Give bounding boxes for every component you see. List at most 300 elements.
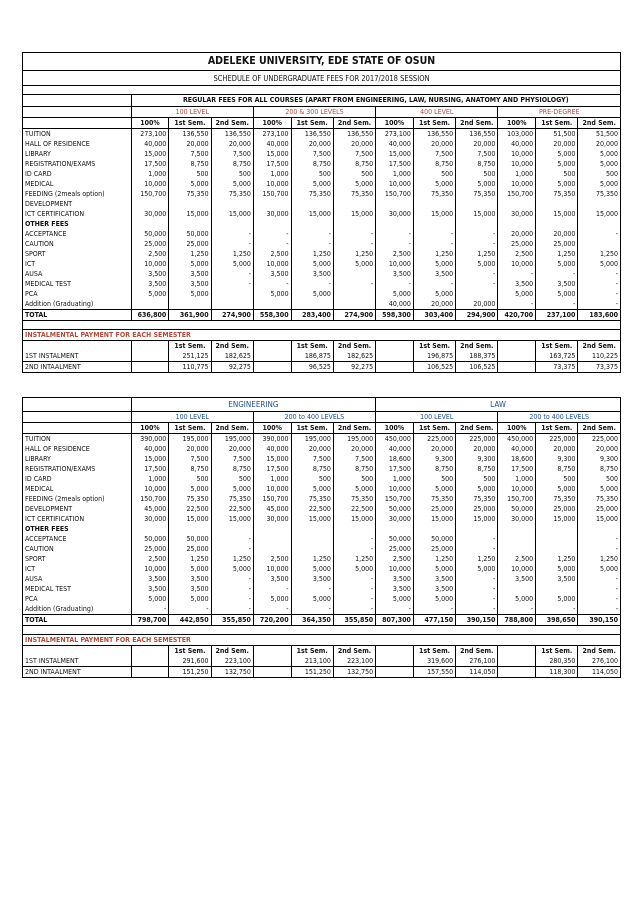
blank-cell: [376, 351, 414, 362]
instalment-header: 1st Sem.: [169, 646, 211, 657]
fee-value: 1,250: [456, 249, 498, 259]
instalment-value: 96,525: [291, 362, 333, 373]
fee-value: 1,000: [498, 474, 536, 484]
fee-row: [23, 289, 621, 299]
column-header: 2nd Sem.: [333, 118, 375, 129]
fee-value: 25,000: [131, 239, 169, 249]
blank-cell: [376, 362, 414, 373]
fee-value: -: [291, 239, 333, 249]
fee-value: 5,000: [291, 179, 333, 189]
fee-value: 75,350: [333, 189, 375, 199]
fee-row: [23, 189, 621, 199]
fee-value: 7,500: [211, 454, 253, 464]
fee-value: 10,000: [498, 159, 536, 169]
fee-value: 8,750: [211, 159, 253, 169]
total-row: [23, 310, 621, 321]
fee-value: -: [578, 289, 621, 299]
fee-value: 150,700: [253, 189, 291, 199]
fee-value: 3,500: [376, 574, 414, 584]
fee-row: [23, 229, 621, 239]
fee-value: 75,350: [291, 189, 333, 199]
fee-value: 5,000: [376, 289, 414, 299]
fee-value: -: [413, 604, 455, 615]
fee-value: 20,000: [169, 139, 211, 149]
fee-value: 1,250: [211, 554, 253, 564]
blank-cell: [498, 219, 536, 229]
fee-value: 20,000: [456, 299, 498, 310]
fee-row: [23, 239, 621, 249]
instalment-header: 1st Sem.: [291, 646, 333, 657]
instalment-header: 2nd Sem.: [578, 341, 621, 352]
fee-value: -: [131, 604, 169, 615]
fee-value: 1,250: [413, 554, 455, 564]
fee-value: 150,700: [131, 189, 169, 199]
fee-value: 5,000: [578, 149, 621, 159]
fee-value: 273,100: [253, 129, 291, 140]
fee-value: 9,300: [536, 454, 578, 464]
fee-value: [333, 299, 375, 310]
fee-value: 25,000: [456, 504, 498, 514]
fee-value: 10,000: [498, 484, 536, 494]
instalment-label: 2ND INTAALMENT: [23, 667, 132, 678]
fee-value: 20,000: [333, 444, 375, 454]
total-value: 283,400: [291, 310, 333, 321]
blank-cell: [456, 524, 498, 534]
fee-value: 7,500: [211, 149, 253, 159]
total-value: 420,700: [498, 310, 536, 321]
fee-value: -: [333, 279, 375, 289]
instalment-title: INSTALMENTAL PAYMENT FOR EACH SEMESTER: [23, 635, 621, 646]
fee-value: 30,000: [498, 514, 536, 524]
fee-value: 150,700: [376, 189, 414, 199]
fee-value: -: [413, 229, 455, 239]
fee-value: 75,350: [333, 494, 375, 504]
total-value: 477,150: [413, 615, 455, 626]
fee-value: -: [333, 229, 375, 239]
fee-value: 7,500: [169, 454, 211, 464]
fee-value: -: [211, 239, 253, 249]
fee-value: 51,500: [536, 129, 578, 140]
fee-value: 15,000: [376, 149, 414, 159]
fee-value: 225,000: [536, 434, 578, 445]
fee-value: -: [578, 574, 621, 584]
fee-value: 195,000: [333, 434, 375, 445]
fee-value: -: [578, 604, 621, 615]
total-value: 183,600: [578, 310, 621, 321]
fee-value: 10,000: [498, 259, 536, 269]
fee-value: 40,000: [253, 139, 291, 149]
fee-value: 5,000: [211, 484, 253, 494]
fee-value: 15,000: [578, 209, 621, 219]
fee-value: [536, 199, 578, 209]
total-value: 274,900: [333, 310, 375, 321]
total-value: 398,650: [536, 615, 578, 626]
fee-value: 1,000: [253, 169, 291, 179]
blank-cell: [498, 667, 536, 678]
fee-value: 75,350: [169, 189, 211, 199]
fee-value: 40,000: [131, 444, 169, 454]
fee-label: PCA: [23, 594, 132, 604]
fee-value: 273,100: [131, 129, 169, 140]
column-header: 1st Sem.: [291, 423, 333, 434]
fee-value: -: [291, 584, 333, 594]
fee-value: [291, 299, 333, 310]
blank-cell: [253, 362, 291, 373]
instalment-label: 1ST INSTALMENT: [23, 351, 132, 362]
fee-value: 15,000: [578, 514, 621, 524]
fee-value: 390,000: [131, 434, 169, 445]
blank-cell: [498, 524, 536, 534]
level-group-label: 200 & 300 LEVELS: [253, 107, 375, 118]
fee-value: 8,750: [333, 159, 375, 169]
fee-value: 2,500: [498, 554, 536, 564]
fee-value: [498, 544, 536, 554]
blank-cell: [23, 626, 621, 635]
fee-value: 3,500: [169, 279, 211, 289]
total-value: 798,700: [131, 615, 169, 626]
fee-value: 30,000: [376, 209, 414, 219]
fee-value: 150,700: [498, 189, 536, 199]
fee-value: 500: [413, 169, 455, 179]
instalment-value: 251,125: [169, 351, 211, 362]
instalment-value: 73,375: [578, 362, 621, 373]
fee-label: FEEDING (2meals option): [23, 494, 132, 504]
fee-value: 1,250: [169, 249, 211, 259]
fee-value: 1,000: [253, 474, 291, 484]
fee-value: 1,250: [291, 249, 333, 259]
fee-value: 75,350: [211, 189, 253, 199]
fee-value: 10,000: [498, 564, 536, 574]
fee-value: 450,000: [376, 434, 414, 445]
fee-value: 2,500: [131, 554, 169, 564]
fee-value: 5,000: [333, 259, 375, 269]
blank-cell: [211, 524, 253, 534]
blank-cell: [23, 107, 132, 118]
blank-cell: [253, 341, 291, 352]
fee-label: REGISTRATION/EXAMS: [23, 159, 132, 169]
fee-label: ICT CERTIFICATION: [23, 209, 132, 219]
fee-value: 20,000: [498, 229, 536, 239]
fee-row: [23, 494, 621, 504]
fee-label: MEDICAL: [23, 484, 132, 494]
fee-value: 40,000: [253, 444, 291, 454]
blank-cell: [253, 351, 291, 362]
fee-row: [23, 209, 621, 219]
fee-value: 15,000: [456, 514, 498, 524]
blank-cell: [131, 646, 169, 657]
fee-value: 10,000: [376, 259, 414, 269]
fee-value: 30,000: [253, 209, 291, 219]
fee-row: [23, 514, 621, 524]
fee-value: 2,500: [498, 249, 536, 259]
fee-label: LIBRARY: [23, 454, 132, 464]
fee-value: 1,250: [578, 554, 621, 564]
fee-value: [253, 199, 291, 209]
blank-cell: [376, 219, 414, 229]
fee-value: 500: [211, 474, 253, 484]
fee-value: 17,500: [131, 464, 169, 474]
fee-value: [169, 299, 211, 310]
fee-value: -: [253, 279, 291, 289]
fee-value: 3,500: [291, 574, 333, 584]
column-header: 100%: [131, 423, 169, 434]
level-group-row: [23, 107, 621, 118]
blank-cell: [253, 656, 291, 667]
fee-value: 7,500: [456, 149, 498, 159]
blank-cell: [131, 667, 169, 678]
fee-value: 40,000: [498, 139, 536, 149]
fee-value: 5,000: [578, 159, 621, 169]
fee-value: -: [578, 269, 621, 279]
fee-value: 10,000: [253, 179, 291, 189]
fee-value: 1,250: [536, 554, 578, 564]
instalment-header: 2nd Sem.: [333, 646, 375, 657]
fee-value: 225,000: [456, 434, 498, 445]
fee-value: 17,500: [376, 464, 414, 474]
fee-value: 50,000: [131, 534, 169, 544]
fee-value: 8,750: [291, 464, 333, 474]
instalment-title: INSTALMENTAL PAYMENT FOR EACH SEMESTER: [23, 330, 621, 341]
fee-value: [333, 289, 375, 299]
fee-value: 7,500: [333, 149, 375, 159]
fee-value: 15,000: [413, 514, 455, 524]
fee-value: -: [578, 584, 621, 594]
fee-value: 136,550: [413, 129, 455, 140]
fee-row: [23, 544, 621, 554]
fee-value: 51,500: [578, 129, 621, 140]
fee-value: 225,000: [413, 434, 455, 445]
fee-value: [498, 534, 536, 544]
fee-value: 8,750: [413, 464, 455, 474]
fee-value: 3,500: [169, 574, 211, 584]
fee-value: 3,500: [291, 269, 333, 279]
fee-label: TUITION: [23, 434, 132, 445]
blank-row: [23, 86, 621, 95]
fee-value: -: [536, 269, 578, 279]
fee-value: 103,000: [498, 129, 536, 140]
fee-value: -: [498, 269, 536, 279]
fee-value: -: [333, 534, 375, 544]
blank-cell: [333, 219, 375, 229]
fee-row: [23, 279, 621, 289]
instalment-header: 1st Sem.: [536, 341, 578, 352]
instalment-row: [23, 351, 621, 362]
fee-value: -: [413, 239, 455, 249]
fee-label: Addition (Graduating): [23, 299, 132, 310]
fee-value: 150,700: [498, 494, 536, 504]
instalment-value: 186,875: [291, 351, 333, 362]
blank-cell: [376, 646, 414, 657]
fee-value: 5,000: [291, 484, 333, 494]
fee-value: 10,000: [253, 564, 291, 574]
total-value: 274,900: [211, 310, 253, 321]
fee-row: [23, 199, 621, 209]
blank-cell: [211, 219, 253, 229]
fee-value: [333, 269, 375, 279]
fee-value: 5,000: [456, 484, 498, 494]
blank-cell: [23, 86, 621, 95]
instalment-value: 276,100: [578, 656, 621, 667]
fee-value: [536, 584, 578, 594]
fee-value: 5,000: [169, 179, 211, 189]
fee-value: 150,700: [131, 494, 169, 504]
blank-cell: [498, 362, 536, 373]
fee-value: 75,350: [536, 494, 578, 504]
fee-value: 5,000: [291, 289, 333, 299]
fee-value: 15,000: [211, 514, 253, 524]
fee-value: 8,750: [456, 159, 498, 169]
fee-value: 10,000: [131, 484, 169, 494]
instalment-value: 114,050: [456, 667, 498, 678]
fee-value: -: [211, 604, 253, 615]
faculty-heading-row: [23, 398, 621, 412]
fee-value: 7,500: [413, 149, 455, 159]
fee-value: 30,000: [376, 514, 414, 524]
fee-value: 18,600: [498, 454, 536, 464]
fee-value: 195,000: [291, 434, 333, 445]
blank-cell: [578, 219, 621, 229]
fee-row: [23, 474, 621, 484]
fee-value: 3,500: [498, 574, 536, 584]
fee-value: 1,250: [536, 249, 578, 259]
fee-value: [211, 289, 253, 299]
total-value: 442,850: [169, 615, 211, 626]
fee-value: 20,000: [291, 139, 333, 149]
fee-value: 5,000: [333, 484, 375, 494]
fee-value: 8,750: [413, 159, 455, 169]
other-fees-row: [23, 219, 621, 229]
fee-value: 500: [333, 169, 375, 179]
instalment-row: [23, 656, 621, 667]
fee-value: 1,250: [211, 249, 253, 259]
fee-value: [291, 199, 333, 209]
blank-cell: [456, 219, 498, 229]
instalment-value: 92,275: [333, 362, 375, 373]
fee-value: -: [291, 229, 333, 239]
fee-value: 30,000: [253, 514, 291, 524]
fee-value: 50,000: [169, 534, 211, 544]
fee-value: -: [578, 299, 621, 310]
fee-row: [23, 534, 621, 544]
fee-value: [498, 584, 536, 594]
fee-value: -: [211, 269, 253, 279]
total-value: 294,900: [456, 310, 498, 321]
fee-value: 25,000: [413, 544, 455, 554]
fee-value: 22,500: [291, 504, 333, 514]
fee-label: MEDICAL TEST: [23, 279, 132, 289]
fee-value: [131, 199, 169, 209]
fee-value: 5,000: [536, 484, 578, 494]
fee-row: [23, 159, 621, 169]
fee-value: 3,500: [376, 584, 414, 594]
fee-value: 500: [456, 169, 498, 179]
fee-value: 20,000: [211, 444, 253, 454]
fee-label: MEDICAL TEST: [23, 584, 132, 594]
fee-row: [23, 484, 621, 494]
fee-value: 3,500: [131, 584, 169, 594]
fee-value: 20,000: [536, 139, 578, 149]
fee-value: -: [376, 279, 414, 289]
fee-row: [23, 444, 621, 454]
column-header: 1st Sem.: [169, 118, 211, 129]
fee-label: CAUTION: [23, 239, 132, 249]
blank-cell: [253, 667, 291, 678]
blank-cell: [131, 219, 169, 229]
fee-value: [413, 199, 455, 209]
fee-value: 15,000: [413, 209, 455, 219]
section-gap: [23, 373, 621, 398]
fee-value: -: [333, 544, 375, 554]
fee-value: 3,500: [169, 584, 211, 594]
total-value: 361,900: [169, 310, 211, 321]
fee-value: -: [456, 574, 498, 584]
fee-value: 5,000: [498, 289, 536, 299]
fee-value: 17,500: [498, 464, 536, 474]
fee-value: 20,000: [291, 444, 333, 454]
fee-value: [291, 534, 333, 544]
fee-value: -: [578, 534, 621, 544]
fee-value: 1,250: [291, 554, 333, 564]
fee-value: 150,700: [376, 494, 414, 504]
fee-label: FEEDING (2meals option): [23, 189, 132, 199]
fee-value: -: [456, 534, 498, 544]
fee-value: -: [291, 279, 333, 289]
fee-value: 75,350: [578, 189, 621, 199]
fee-value: 150,700: [253, 494, 291, 504]
fee-row: [23, 454, 621, 464]
fee-value: 25,000: [536, 504, 578, 514]
fee-value: 5,000: [413, 179, 455, 189]
instalment-title-row: [23, 330, 621, 341]
fee-value: 3,500: [253, 574, 291, 584]
instalment-title-row: [23, 635, 621, 646]
instalment-value: 132,750: [333, 667, 375, 678]
column-header: 2nd Sem.: [456, 118, 498, 129]
fee-value: 8,750: [578, 464, 621, 474]
column-header: 1st Sem.: [413, 118, 455, 129]
fee-value: 20,000: [536, 444, 578, 454]
fee-row: [23, 299, 621, 310]
blank-cell: [169, 219, 211, 229]
fee-value: 8,750: [456, 464, 498, 474]
fee-row: [23, 139, 621, 149]
instalment-value: 73,375: [536, 362, 578, 373]
fee-value: 8,750: [333, 464, 375, 474]
fee-value: 500: [536, 474, 578, 484]
blank-cell: [169, 524, 211, 534]
instalment-header: 2nd Sem.: [333, 341, 375, 352]
fee-label: SPORT: [23, 554, 132, 564]
faculty-heading-engineering: ENGINEERING: [131, 398, 376, 412]
fee-value: -: [578, 594, 621, 604]
fee-value: 3,500: [131, 269, 169, 279]
fee-value: -: [333, 584, 375, 594]
fee-value: 20,000: [413, 139, 455, 149]
fee-value: 75,350: [578, 494, 621, 504]
fee-value: -: [211, 584, 253, 594]
fee-value: 9,300: [413, 454, 455, 464]
fee-value: 5,000: [211, 179, 253, 189]
fee-value: 5,000: [169, 484, 211, 494]
instalment-value: 92,275: [211, 362, 253, 373]
fee-value: 17,500: [131, 159, 169, 169]
fee-value: 20,000: [169, 444, 211, 454]
fee-row: [23, 604, 621, 615]
fee-value: 500: [333, 474, 375, 484]
fee-value: -: [211, 534, 253, 544]
fee-value: [498, 199, 536, 209]
fee-value: 15,000: [536, 514, 578, 524]
